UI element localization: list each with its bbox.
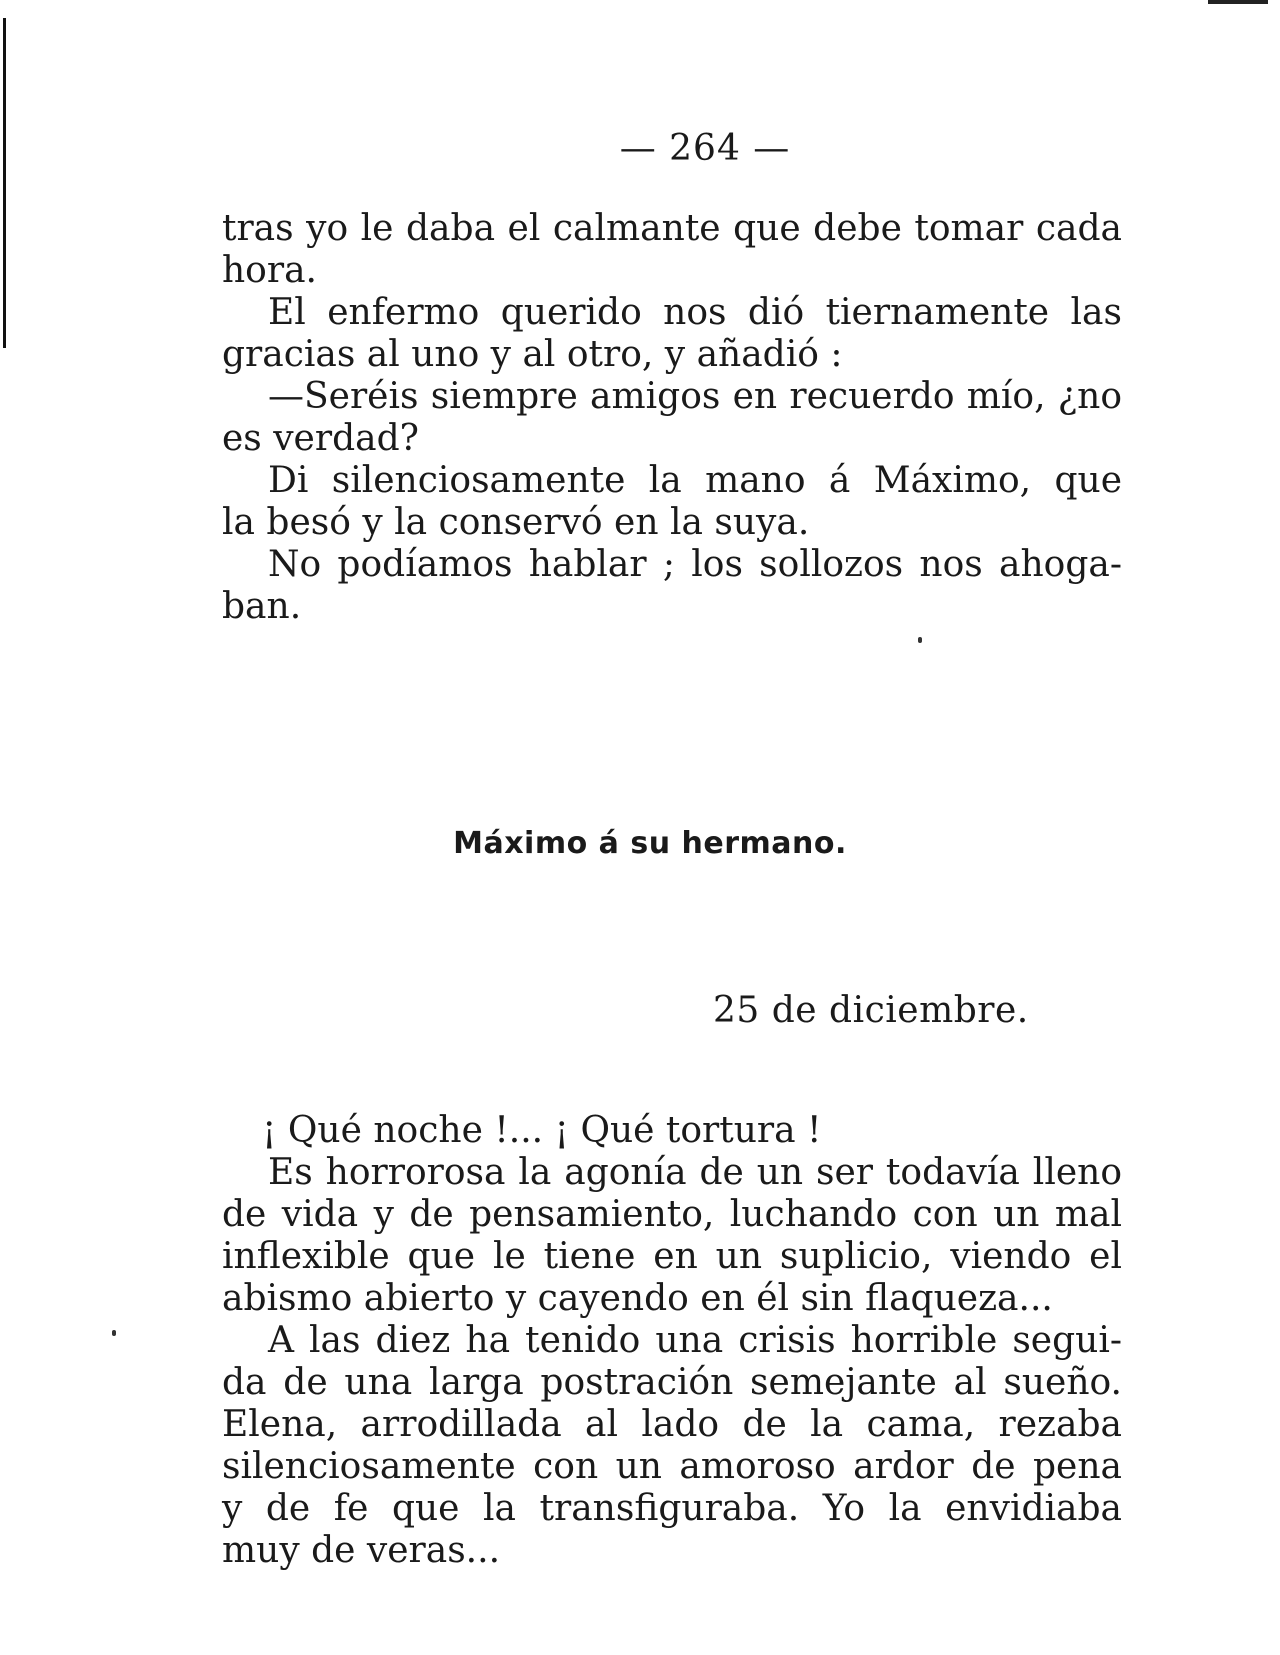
- ink-speck: [112, 1330, 116, 1336]
- text-line: muy de veras...: [222, 1530, 501, 1571]
- text-line: da de una larga postración semejante al sueño.: [222, 1362, 1122, 1403]
- text-line: gracias al uno y al otro, y añadió :: [222, 334, 843, 375]
- text-line: hora.: [222, 250, 317, 291]
- text-line: El enfermo querido nos dió tiernamente las: [268, 292, 1122, 333]
- text-line: tras yo le daba el calmante que debe tomar cada: [222, 208, 1122, 249]
- text-line: A las diez ha tenido una crisis horrible segui-: [268, 1320, 1122, 1361]
- text-line: Elena, arrodillada al lado de la cama, rezaba: [222, 1404, 1122, 1445]
- page-number: — 264 —: [619, 128, 791, 169]
- text-block-top: [222, 208, 1122, 628]
- letter-date: 25 de diciembre.: [713, 990, 1029, 1031]
- text-line: es verdad?: [222, 418, 419, 459]
- text-line: la besó y la conservó en la suya.: [222, 502, 810, 543]
- text-line: —Seréis siempre amigos en recuerdo mío, ¿no: [268, 376, 1122, 417]
- text-line: inflexible que le tiene en un suplicio, viendo el: [222, 1236, 1122, 1277]
- text-line: Es horrorosa la agonía de un ser todavía lleno: [268, 1152, 1122, 1193]
- ink-speck: [918, 637, 922, 643]
- section-heading: Máximo á su hermano.: [453, 826, 847, 861]
- text-line: de vida y de pensamiento, luchando con un mal: [222, 1194, 1122, 1235]
- text-line: silenciosamente con un amoroso ardor de pena: [222, 1446, 1122, 1487]
- text-line: ban.: [222, 586, 302, 627]
- text-line: y de fe que la transfiguraba. Yo la envidiaba: [222, 1488, 1122, 1529]
- text-line: abismo abierto y cayendo en él sin flaqueza...: [222, 1278, 1053, 1319]
- text-line: Di silenciosamente la mano á Máximo, que: [268, 460, 1122, 501]
- top-corner-rule: [1208, 0, 1268, 4]
- text-line: ¡ Qué noche !... ¡ Qué tortura !: [262, 1110, 822, 1151]
- left-margin-rule: [3, 18, 6, 348]
- text-line: No podíamos hablar ; los sollozos nos ahoga-: [268, 544, 1122, 585]
- text-block-bottom: [222, 1110, 1122, 1572]
